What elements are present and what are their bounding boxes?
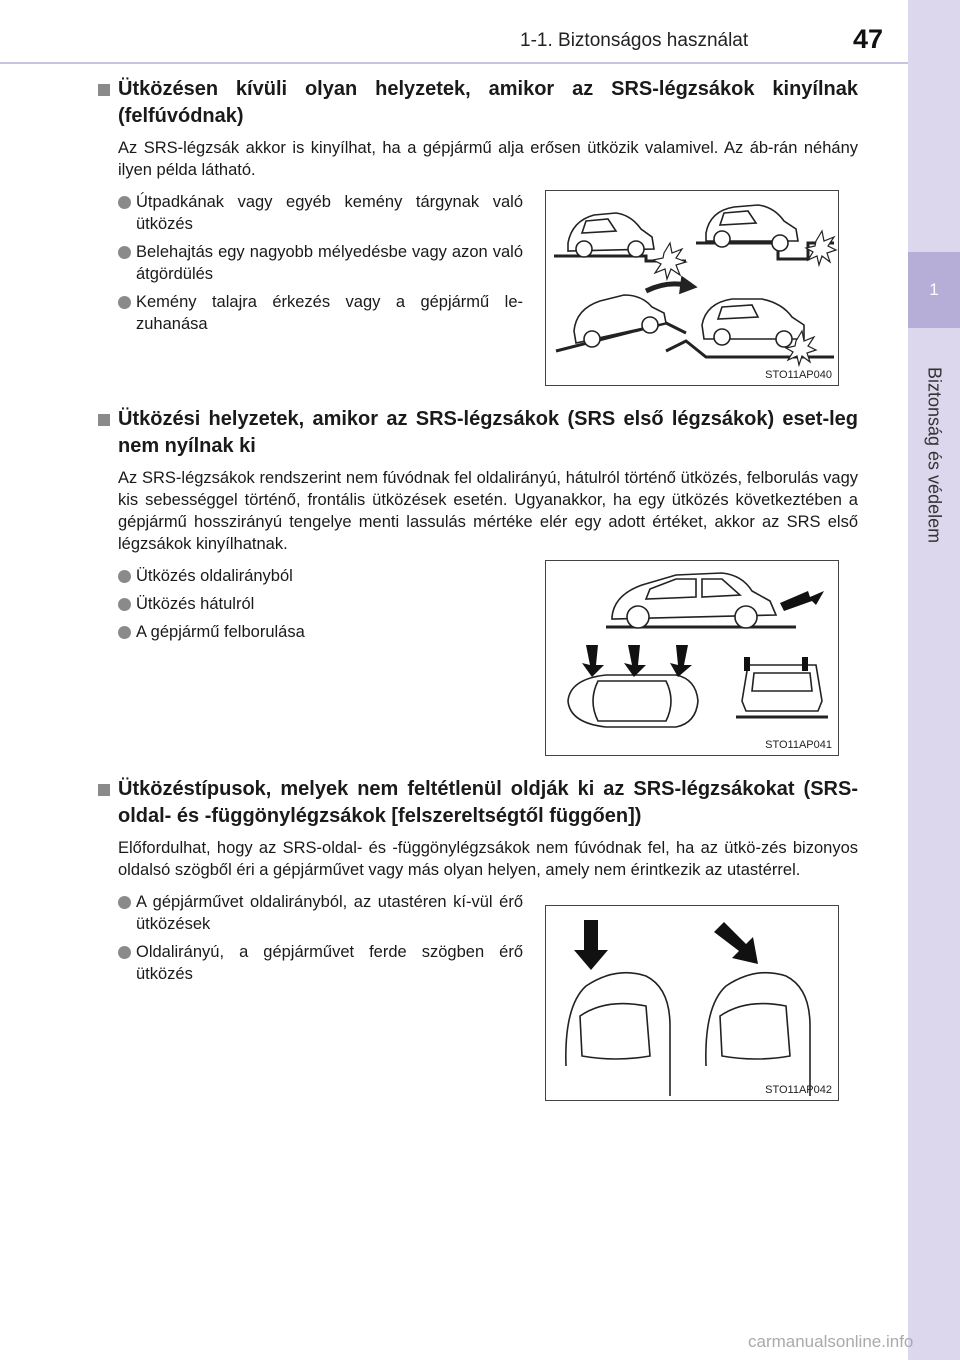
page-number: 47 bbox=[853, 24, 884, 54]
section-heading bbox=[98, 76, 858, 130]
header-divider bbox=[0, 62, 908, 64]
side-impact-angles-illustration bbox=[546, 906, 838, 1100]
circle-bullet-icon bbox=[118, 896, 131, 909]
list-item bbox=[118, 565, 523, 587]
chapter-title-text: Biztonság és védelem bbox=[924, 366, 945, 544]
chapter-number-tab: 1 bbox=[908, 252, 960, 328]
watermark: carmanualsonline.info bbox=[748, 1332, 914, 1351]
bullet-list bbox=[118, 891, 523, 985]
figure-side-rear-rollover bbox=[545, 560, 839, 756]
bullet-list bbox=[118, 565, 523, 643]
circle-bullet-icon bbox=[118, 946, 131, 959]
square-bullet-icon bbox=[98, 84, 110, 96]
list-item-text: A gépjármű felborulása bbox=[136, 623, 305, 641]
circle-bullet-icon bbox=[118, 296, 131, 309]
square-bullet-icon bbox=[98, 784, 110, 796]
section-body: Az SRS-légzsákok rendszerint nem fúvódnak fel oldalirányú, hátulról történő ütközés, felborulás vagy kis sebességgel történő, frontális ütközések esetén. Ugyanakkor, ha egy ütközés következtében a gépjármű hosszirányú tengelye menti lassulás mértéke elér egy adott értéket, akkor az SRS első légzsákok kinyílhatnak. bbox=[118, 469, 858, 553]
square-bullet-icon bbox=[98, 414, 110, 426]
running-header: 1-1. Biztonságos használat bbox=[520, 30, 749, 51]
list-item bbox=[118, 593, 523, 615]
section-body: Előfordulhat, hogy az SRS-oldal- és -függönylégzsákok nem fúvódnak fel, ha az ütkö-zés bizonyos oldalsó szögből éri a gépjárművet vagy más olyan helyen, amely nem érintkezik az utastérrel. bbox=[118, 839, 858, 879]
undercarriage-impact-illustration bbox=[546, 191, 838, 385]
figure-undercarriage-impacts bbox=[545, 190, 839, 386]
circle-bullet-icon bbox=[118, 598, 131, 611]
chapter-title-tab bbox=[910, 335, 958, 575]
circle-bullet-icon bbox=[118, 196, 131, 209]
list-item-text: A gépjárművet oldalirányból, az utastéren kí-vül érő ütközések bbox=[136, 893, 523, 933]
list-item bbox=[118, 941, 523, 985]
list-item-text: Belehajtás egy nagyobb mélyedésbe vagy azon való átgördülés bbox=[136, 243, 523, 283]
bullet-list bbox=[118, 191, 523, 335]
chapter-side-strip bbox=[908, 0, 960, 1360]
circle-bullet-icon bbox=[118, 246, 131, 259]
circle-bullet-icon bbox=[118, 570, 131, 583]
list-item bbox=[118, 191, 523, 235]
list-item-text: Útpadkának vagy egyéb kemény tárgynak való ütközés bbox=[136, 193, 523, 233]
side-rear-rollover-illustration bbox=[546, 561, 838, 755]
section-heading-text: Ütközéstípusok, melyek nem feltétlenül oldják ki az SRS-légzsákokat (SRS-oldal- és -függönylégzsákok [felszereltségtől függően]) bbox=[118, 778, 858, 827]
list-item bbox=[118, 621, 523, 643]
figure-code: STO11AP042 bbox=[765, 1084, 832, 1096]
section-heading-text: Ütközésen kívüli olyan helyzetek, amikor az SRS-légzsákok kinyílnak (felfúvódnak) bbox=[118, 78, 858, 127]
list-item-text: Ütközés hátulról bbox=[136, 595, 255, 613]
section-heading bbox=[98, 406, 858, 460]
list-item bbox=[118, 291, 523, 335]
list-item-text: Kemény talajra érkezés vagy a gépjármű le-zuhanása bbox=[136, 293, 523, 333]
list-item bbox=[118, 891, 523, 935]
section-heading-text: Ütközési helyzetek, amikor az SRS-légzsákok (SRS első légzsákok) eset-leg nem nyílnak ki bbox=[118, 408, 858, 457]
list-item-text: Oldalirányú, a gépjárművet ferde szögben érő ütközés bbox=[136, 943, 523, 983]
figure-code: STO11AP041 bbox=[765, 739, 832, 751]
list-item bbox=[118, 241, 523, 285]
section-heading bbox=[98, 776, 858, 830]
figure-side-impact-angles bbox=[545, 905, 839, 1101]
circle-bullet-icon bbox=[118, 626, 131, 639]
figure-code: STO11AP040 bbox=[765, 369, 832, 381]
section-body: Az SRS-légzsák akkor is kinyílhat, ha a gépjármű alja erősen ütközik valamivel. Az áb-rán néhány ilyen példa látható. bbox=[118, 139, 858, 179]
list-item-text: Ütközés oldalirányból bbox=[136, 567, 293, 585]
